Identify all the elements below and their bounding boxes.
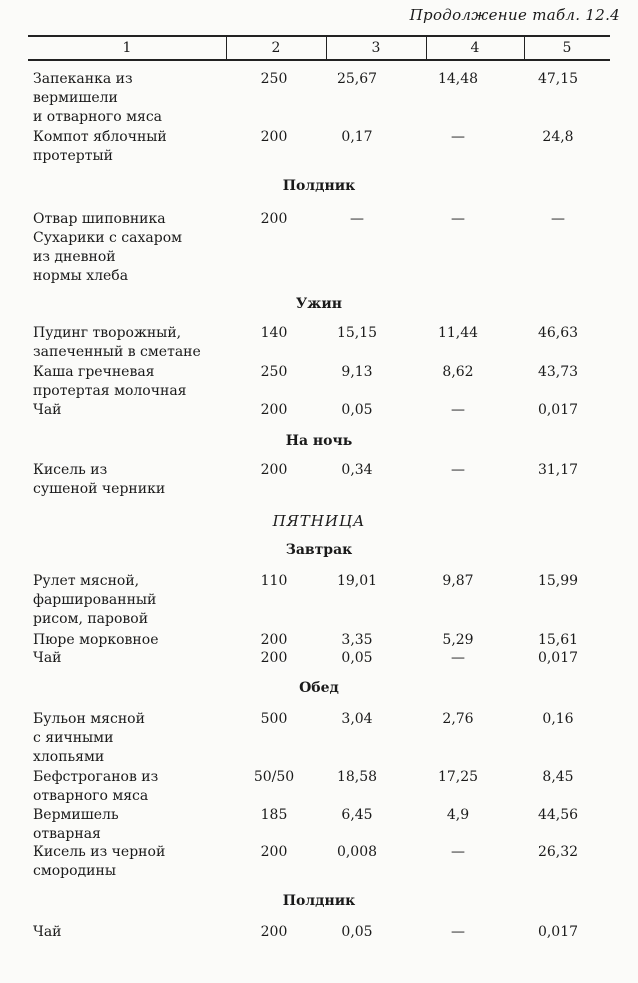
cell-v2: 200 — [260, 129, 288, 145]
cell-v5: 0,017 — [537, 650, 579, 666]
cell-v3: 3,35 — [341, 632, 373, 648]
header-col-3: 3 — [371, 40, 381, 56]
cell-v3: 25,67 — [336, 71, 378, 87]
section-title: Полдник — [282, 178, 356, 194]
dish-name: Отвар шиповника — [33, 211, 166, 227]
cell-v2: 200 — [260, 924, 288, 940]
cell-v4: — — [451, 650, 465, 666]
cell-v4: 2,76 — [442, 711, 474, 727]
cell-v2: 200 — [260, 211, 288, 227]
cell-v3: — — [350, 211, 364, 227]
dish-name: отварная — [33, 826, 101, 842]
cell-v2: 50/50 — [253, 769, 295, 785]
cell-v4: — — [451, 844, 465, 860]
cell-v3: 0,008 — [336, 844, 378, 860]
dish-name: хлопьями — [33, 749, 105, 765]
section-title: Ужин — [295, 296, 343, 312]
dish-name: Сухарики с сахаром — [33, 230, 183, 246]
dish-name: отварного мяса — [33, 788, 149, 804]
dish-name: протертая молочная — [33, 383, 187, 399]
dish-name: Бульон мясной — [33, 711, 145, 727]
dish-name: запеченный в сметане — [33, 344, 201, 360]
cell-v5: 43,73 — [537, 364, 579, 380]
cell-v5: 46,63 — [537, 325, 579, 341]
dish-name: Запеканка из — [33, 71, 133, 87]
day-title: ПЯТНИЦА — [272, 512, 366, 530]
cell-v5: 15,61 — [537, 632, 579, 648]
cell-v3: 18,58 — [336, 769, 378, 785]
cell-v3: 6,45 — [341, 807, 373, 823]
cell-v3: 0,05 — [341, 650, 373, 666]
cell-v4: — — [451, 129, 465, 145]
cell-v2: 185 — [260, 807, 288, 823]
cell-v4: — — [451, 924, 465, 940]
cell-v4: 17,25 — [437, 769, 479, 785]
dish-name: Чай — [33, 924, 62, 940]
dish-name: с яичными — [33, 730, 114, 746]
cell-v5: 0,017 — [537, 402, 579, 418]
dish-name: Компот яблочный — [33, 129, 167, 145]
cell-v2: 200 — [260, 462, 288, 478]
cell-v5: — — [551, 211, 565, 227]
dish-name: вермишели — [33, 90, 118, 106]
dish-name: протертый — [33, 148, 113, 164]
header-col-5: 5 — [562, 40, 572, 56]
cell-v3: 0,34 — [341, 462, 373, 478]
cell-v5: 47,15 — [537, 71, 579, 87]
cell-v3: 15,15 — [336, 325, 378, 341]
cell-v2: 200 — [260, 650, 288, 666]
dish-name: из дневной — [33, 249, 116, 265]
cell-v4: — — [451, 211, 465, 227]
cell-v5: 0,017 — [537, 924, 579, 940]
header-col-1: 1 — [122, 40, 132, 56]
section-title: На ночь — [285, 433, 353, 449]
dish-name: нормы хлеба — [33, 268, 129, 284]
cell-v4: 11,44 — [437, 325, 479, 341]
dish-name: Чай — [33, 650, 62, 666]
section-title: Завтрак — [285, 542, 353, 558]
table-caption: Продолжение табл. 12.4 — [409, 6, 620, 24]
section-title: Полдник — [282, 893, 356, 909]
table-header — [28, 35, 610, 61]
dish-name: Кисель из — [33, 462, 108, 478]
cell-v5: 8,45 — [542, 769, 574, 785]
cell-v5: 0,16 — [542, 711, 574, 727]
dish-name: и отварного мяса — [33, 109, 163, 125]
dish-name: смородины — [33, 863, 116, 879]
cell-v2: 140 — [260, 325, 288, 341]
cell-v3: 19,01 — [336, 573, 378, 589]
cell-v2: 200 — [260, 402, 288, 418]
dish-name: рисом, паровой — [33, 611, 149, 627]
cell-v5: 24,8 — [542, 129, 574, 145]
dish-name: сушеной черники — [33, 481, 166, 497]
cell-v2: 200 — [260, 632, 288, 648]
header-col-2: 2 — [271, 40, 281, 56]
cell-v5: 15,99 — [537, 573, 579, 589]
cell-v3: 0,05 — [341, 402, 373, 418]
cell-v2: 250 — [260, 71, 288, 87]
cell-v4: 14,48 — [437, 71, 479, 87]
dish-name: Вермишель — [33, 807, 119, 823]
cell-v4: — — [451, 462, 465, 478]
dish-name: Бефстроганов из — [33, 769, 159, 785]
section-title: Обед — [299, 680, 339, 696]
header-col-4: 4 — [470, 40, 480, 56]
cell-v3: 9,13 — [341, 364, 373, 380]
dish-name: Пюре морковное — [33, 632, 159, 648]
cell-v5: 26,32 — [537, 844, 579, 860]
cell-v3: 0,05 — [341, 924, 373, 940]
cell-v4: 5,29 — [442, 632, 474, 648]
dish-name: Рулет мясной, — [33, 573, 140, 589]
dish-name: Чай — [33, 402, 62, 418]
cell-v5: 44,56 — [537, 807, 579, 823]
cell-v2: 500 — [260, 711, 288, 727]
dish-name: Пудинг творожный, — [33, 325, 182, 341]
dish-name: фаршированный — [33, 592, 157, 608]
cell-v2: 200 — [260, 844, 288, 860]
cell-v4: 9,87 — [442, 573, 474, 589]
cell-v2: 110 — [260, 573, 288, 589]
cell-v4: — — [451, 402, 465, 418]
dish-name: Каша гречневая — [33, 364, 155, 380]
cell-v3: 3,04 — [341, 711, 373, 727]
cell-v4: 4,9 — [446, 807, 470, 823]
cell-v3: 0,17 — [341, 129, 373, 145]
cell-v2: 250 — [260, 364, 288, 380]
cell-v5: 31,17 — [537, 462, 579, 478]
dish-name: Кисель из черной — [33, 844, 166, 860]
cell-v4: 8,62 — [442, 364, 474, 380]
